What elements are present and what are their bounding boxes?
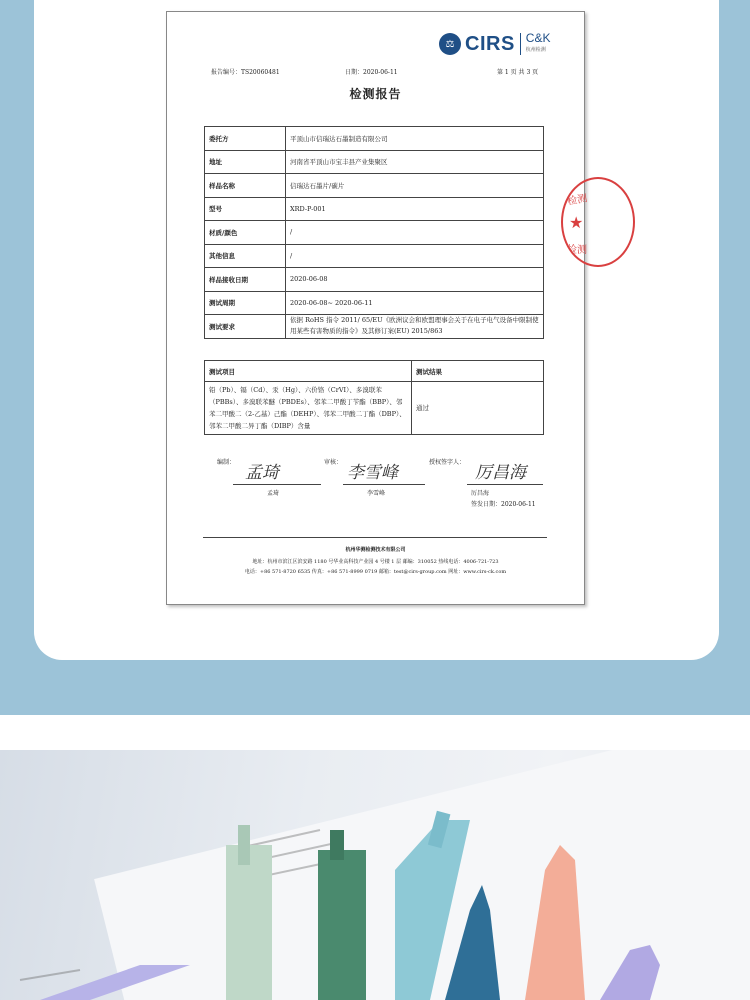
logo-partner-sub: 杭州检测 xyxy=(525,47,546,53)
field-value: / xyxy=(286,244,544,268)
pens-illustration xyxy=(0,750,750,1000)
logo-brand: CIRS xyxy=(465,32,515,55)
mint-pen xyxy=(226,825,272,1000)
table-row xyxy=(205,150,544,174)
editor-line xyxy=(233,484,321,485)
report-number: 报告编号：TS20060481 xyxy=(211,69,280,76)
field-value: 2020-06-08~ 2020-06-11 xyxy=(286,291,544,315)
table-row xyxy=(205,315,544,339)
stamp-text-bottom: 检测 xyxy=(567,245,587,256)
page-indicator: 第 1 页 共 3 页 xyxy=(497,69,539,76)
signer-signature: 厉昌海 xyxy=(475,463,526,483)
signer-line xyxy=(467,484,543,485)
editor-name: 孟琦 xyxy=(267,490,280,497)
footer-company: 杭州华测检测技术有限公司 xyxy=(345,547,406,553)
editor-signature: 孟琦 xyxy=(245,463,279,483)
table-row xyxy=(205,291,544,315)
signer-label: 授权签字人： xyxy=(429,459,466,466)
reviewer-name: 李雪峰 xyxy=(367,490,386,497)
scales-icon: ⚖ xyxy=(439,33,461,55)
lilac-pen xyxy=(600,945,660,1000)
pens-photo xyxy=(0,750,750,1000)
green-pen xyxy=(318,830,366,1000)
cirs-logo xyxy=(439,32,550,56)
field-label: 样品接收日期 xyxy=(205,268,286,292)
field-label: 委托方 xyxy=(205,127,286,151)
test-report-document xyxy=(166,11,589,605)
field-value: 平顶山市信瑞达石墨制造有限公司 xyxy=(286,127,544,151)
report-title: 检测报告 xyxy=(349,87,402,101)
field-label: 测试周期 xyxy=(205,291,286,315)
table-header-row xyxy=(205,361,544,382)
field-label: 地址 xyxy=(205,150,286,174)
field-value: 2020-06-08 xyxy=(286,268,544,292)
section-divider xyxy=(0,715,750,750)
report-date: 日期：2020-06-11 xyxy=(345,69,398,76)
logo-partner-name: C&K xyxy=(525,31,551,45)
table-row xyxy=(205,197,544,221)
red-seal-stamp xyxy=(561,177,635,267)
field-label: 材质/颜色 xyxy=(205,221,286,245)
result-value: 通过 xyxy=(412,382,544,435)
sign-date: 签发日期：2020-06-11 xyxy=(471,501,536,508)
pink-pen xyxy=(525,845,585,1000)
footer-divider xyxy=(203,537,547,538)
field-label: 型号 xyxy=(205,197,286,221)
field-value: / xyxy=(286,221,544,245)
table-row xyxy=(205,268,544,292)
logo-divider xyxy=(520,33,521,55)
result-header-result: 测试结果 xyxy=(412,361,544,382)
field-value: 河南省平顶山市宝丰县产业集聚区 xyxy=(286,150,544,174)
field-label: 样品名称 xyxy=(205,174,286,198)
table-row xyxy=(205,221,544,245)
field-label: 测试要求 xyxy=(205,315,286,339)
logo-partner xyxy=(526,32,551,56)
field-value: 信瑞达石墨片/碳片 xyxy=(286,174,544,198)
paper-lines xyxy=(20,830,340,980)
table-row xyxy=(205,244,544,268)
table-row xyxy=(205,174,544,198)
result-item: 铅（Pb）、镉（Cd）、汞（Hg）、六价铬（CrVI）、多溴联苯（PBBs）、多溴联苯醚（PBDEs）、邻苯二甲酸丁苄酯（BBP）、邻苯二甲酸二（2-乙基）己酯（DEHP）、邻苯二甲酸二丁酯（DBP）、邻苯二甲酸二异丁酯（DIBP）含量 xyxy=(205,382,412,435)
result-header-item: 测试项目 xyxy=(205,361,412,382)
sample-info-table xyxy=(204,126,544,339)
field-value: XRD-P-001 xyxy=(286,197,544,221)
navy-pen xyxy=(445,885,500,1000)
table-row xyxy=(205,127,544,151)
table-row xyxy=(205,382,544,435)
editor-label: 编制： xyxy=(217,459,236,466)
reviewer-line xyxy=(343,484,425,485)
test-result-table xyxy=(204,360,544,435)
star-icon: ★ xyxy=(569,213,584,232)
signer-name: 厉昌海 xyxy=(471,490,490,497)
stamp-text-top: 检测 xyxy=(566,193,589,208)
reviewer-label: 审核： xyxy=(324,459,343,466)
footer-address: 地址：杭州市滨江区滨安路 1180 号华业高科技产业园 4 号楼 1 层 邮编：310052 热线电话：4006-721-723 xyxy=(252,559,499,565)
field-value: 依据 RoHS 指令 2011/ 65/EU《欧洲议会和欧盟理事会关于在电子电气设备中限制使用某些有害物质的指令》及其修订案(EU) 2015/863 xyxy=(286,315,544,339)
purple-pen xyxy=(40,965,190,1000)
reviewer-signature: 李雪峰 xyxy=(347,463,398,483)
field-label: 其他信息 xyxy=(205,244,286,268)
footer-contacts: 电话：+86 571-8720 6535 传真：+86 571-8999 0719 邮箱：test@cirs-group.com 网址：www.cirs-ck.com xyxy=(244,569,507,575)
